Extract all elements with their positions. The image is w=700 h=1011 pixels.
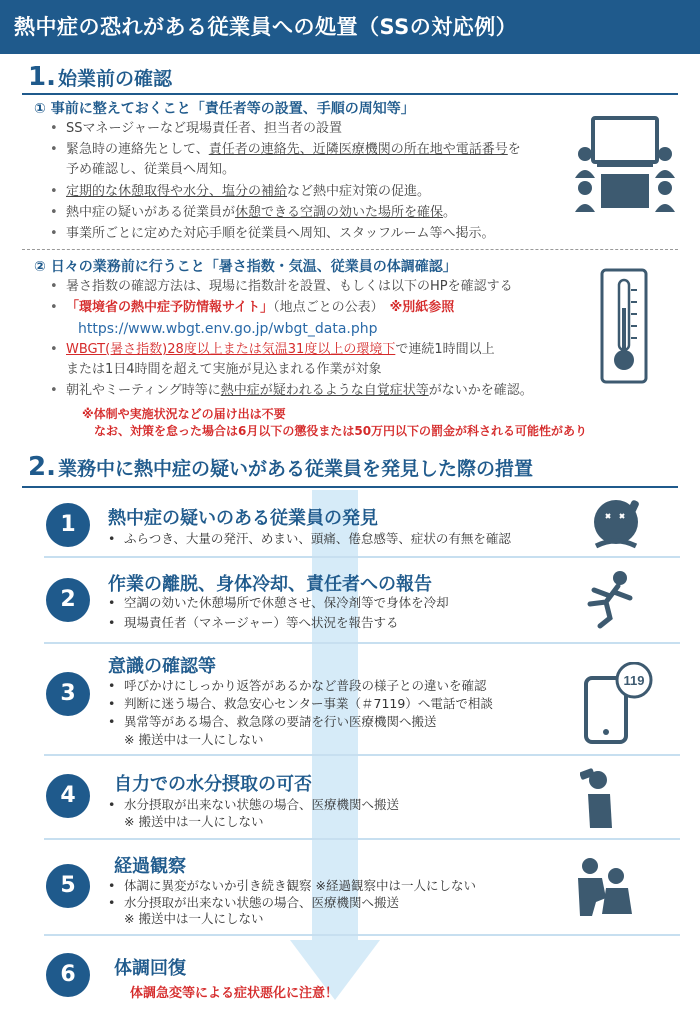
step-6-number: 6 — [46, 953, 90, 997]
sub1-bullet-2-cont: 予め確認し、従業員へ周知。 — [66, 162, 236, 177]
sub2-bullet-2: • 「環境省の熱中症予防情報サイト」（地点ごとの公表） ※別紙参照 — [50, 300, 455, 315]
step-5-band — [44, 934, 680, 936]
step-3-note: ※ 搬送中は一人にしない — [124, 732, 264, 747]
step-2-bullet-2: • 現場責任者（マネージャー）等へ状況を報告する — [108, 615, 399, 630]
step-3-bullet-2: • 判断に迷う場合、救急安心センター事業（＃7119）へ電話で相談 — [108, 696, 493, 711]
drinking-person-icon — [580, 768, 620, 830]
section1-divider — [22, 93, 678, 95]
section2-heading — [28, 452, 533, 486]
section2-divider — [22, 486, 678, 488]
step-1-title: 熱中症の疑いのある従業員の発見 — [108, 508, 378, 529]
sub1-bullet-5: • 事業所ごとに定めた対応手順を従業員へ周知、スタッフルーム等へ掲示。 — [50, 226, 495, 241]
step-1-band — [44, 556, 680, 558]
step-2-number: 2 — [46, 578, 90, 622]
dizzy-person-icon — [592, 496, 644, 550]
note-line-1: ※体制や実施状況などの届け出は不要 — [82, 407, 286, 421]
thermometer-icon — [600, 268, 648, 384]
sub1-bullet-3: • 定期的な休憩取得や水分、塩分の補給など熱中症対策の促進。 — [50, 184, 431, 199]
section2-number: 2. — [28, 452, 56, 482]
step-4-title: 自力での水分摂取の可否 — [114, 774, 312, 795]
section2-title: 業務中に熱中症の疑いがある従業員を発見した際の措置 — [57, 458, 533, 480]
step-5-bullet-1: • 体調に異変がないか引き続き観察 ※経過観察中は一人にしない — [108, 878, 476, 893]
step-3-bullet-1: • 呼びかけにしっかり返答があるかなど普段の様子との違いを確認 — [108, 678, 487, 693]
step-2-bullet-1: • 空調の効いた休憩場所で休憩させ、保冷剤等で身体を冷却 — [108, 595, 449, 610]
step-5-title: 経過観察 — [114, 856, 186, 877]
sub1-bullet-2: • 緊急時の連絡先として、責任者の連絡先、近隣医療機関の所在地や電話番号を — [50, 142, 521, 157]
section1-number: 1. — [28, 62, 56, 92]
step-2-title: 作業の離脱、身体冷却、責任者への報告 — [108, 574, 432, 595]
step-6-title: 体調回復 — [114, 958, 186, 979]
step-4-number: 4 — [46, 774, 90, 818]
sub2-bullet-3-cont: または1日4時間を超えて実施が見込まれる作業が対象 — [66, 362, 382, 377]
step-3-number: 3 — [46, 672, 90, 716]
step-1-bullet-1: • ふらつき、大量の発汗、めまい、頭痛、倦怠感等、症状の有無を確認 — [108, 531, 511, 546]
sub2-bullet-3: • WBGT(暑さ指数)28度以上または気温31度以上の環境下で連続1時間以上 — [50, 342, 495, 357]
step-5-bullet-2: • 水分摂取が出来ない状態の場合、医療機関へ搬送 — [108, 895, 400, 910]
section1-title: 始業前の確認 — [57, 68, 172, 90]
section1-separator — [22, 249, 678, 250]
sub2-heading: ② 日々の業務前に行うこと「暑さ指数・気温、従業員の体調確認」 — [34, 259, 457, 275]
sub1-bullet-1: • SSマネージャーなど現場責任者、担当者の設置 — [50, 121, 342, 136]
meeting-icon — [575, 112, 675, 212]
collapsing-person-icon — [580, 568, 642, 630]
step-4-band — [44, 838, 680, 840]
step-6-warning: 体調急変等による症状悪化に注意！ — [130, 986, 339, 1001]
step-3-bullet-3: • 異常等がある場合、救急隊の要請を行い医療機関へ搬送 — [108, 714, 437, 729]
sub2-bullet-4: • 朝礼やミーティング時等に熱中症が疑われるような自覚症状等がないかを確認。 — [50, 383, 533, 398]
section1-heading — [28, 62, 172, 96]
step-5-note: ※ 搬送中は一人にしない — [124, 911, 264, 926]
phone-119-icon — [582, 662, 654, 744]
phone-badge-text: 119 — [623, 673, 645, 688]
page-title: 熱中症の恐れがある従業員への処置（SSの対応例） — [0, 0, 700, 54]
wbgt-site-link[interactable]: https://www.wbgt.env.go.jp/wbgt_data.php — [78, 321, 378, 337]
step-2-band — [44, 642, 680, 644]
note-line-2: なお、対策を怠った場合は6月以下の懲役または50万円以下の罰金が科される可能性があり — [94, 424, 588, 438]
step-1-number: 1 — [46, 503, 90, 547]
sub1-heading: ① 事前に整えておくこと「責任者等の設置、手順の周知等」 — [34, 101, 415, 117]
sub2-bullet-1: • 暑さ指数の確認方法は、現場に指数計を設置、もしくは以下のHPを確認する — [50, 279, 513, 294]
step-3-band — [44, 754, 680, 756]
caregiver-icon — [572, 854, 636, 918]
step-4-bullet-1: • 水分摂取が出来ない状態の場合、医療機関へ搬送 — [108, 797, 400, 812]
step-5-number: 5 — [46, 864, 90, 908]
sub1-bullet-4: • 熱中症の疑いがある従業員が休憩できる空調の効いた場所を確保。 — [50, 205, 457, 220]
step-4-note: ※ 搬送中は一人にしない — [124, 814, 264, 829]
flow-arrow-icon — [290, 490, 380, 1000]
step-3-title: 意識の確認等 — [108, 656, 216, 677]
